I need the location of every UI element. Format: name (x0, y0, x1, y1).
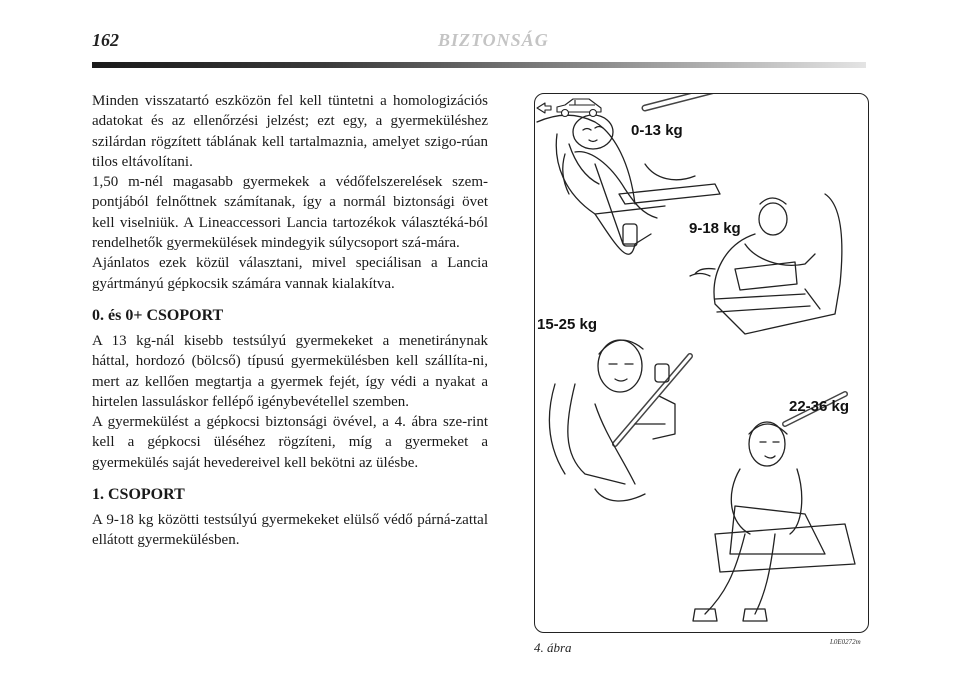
paragraph-adult-height: 1,50 m-nél magasabb gyermekek a védőfelszerelések szem-pontjából felnőttnek számítanak, így a normál biztonsági övet kell viselniük. A Lineaccessori Lancia tartozékok választéká-ból rendelhetők gyermekülések mindegyik súlycsoport szá-mára. (92, 174, 488, 252)
weight-label-group-3: 22-36 kg (789, 398, 850, 415)
weight-label-group-0: 0-13 kg (631, 122, 683, 139)
child-seat-figure (534, 93, 869, 633)
header-rule (92, 62, 866, 68)
figure-caption: 4. ábra (534, 640, 572, 655)
paragraph-homologation: Minden visszatartó eszközön fel kell tüntetni a homologizációs adatokat és az ellenőrzési jelzést; ezt egy, a gyermeküléshez szilárdan rögzített táblának kell tartalmaznia, amelyet szigo-rúan tilos eltávolítani. (92, 93, 488, 170)
page-number: 162 (92, 30, 119, 50)
heading-group-0: 0. és 0+ CSOPORT (92, 306, 224, 324)
paragraph-rear-facing: A 13 kg-nál kisebb testsúlyú gyermekeket a menetiránynak háttal, hordozó (bölcső) típusú gyermekülésben kell szállíta-ni, mert az kellően megtartja a gyermek fejét, így védi a nyakat a hirtelen lassuláskor fellépő igénybevétellel szemben. (92, 332, 488, 410)
weight-label-group-1: 9-18 kg (689, 220, 741, 237)
child-seat-illustration (535, 94, 868, 632)
paragraph-seat-fixing: A gyermekülést a gépkocsi biztonsági övével, a 4. ábra sze-rint kell a gépkocsi üléséhez rögzíteni, míg a gyermeket a gyermekülés saját hevedereivel kell bekötni az ülésbe. (92, 414, 488, 471)
weight-label-group-2: 15-25 kg (537, 316, 598, 333)
toddler-seat-drawing (690, 194, 842, 334)
heading-group-1: 1. CSOPORT (92, 486, 185, 504)
figure-code: L0E0272m (830, 638, 861, 646)
car-direction-icon (535, 94, 605, 120)
paragraph-recommendation: Ajánlatos ezek közül választani, mivel speciálisan a Lancia gyártmányú gépkocsik számára vannak kialakítva. (92, 255, 488, 292)
booster-back-drawing (549, 340, 690, 501)
text-column (92, 91, 488, 551)
paragraph-group-1: A 9-18 kg közötti testsúlyú gyermekeket elülső védő párná-zattal ellátott gyermekülésben. (92, 512, 488, 549)
section-title: BIZTONSÁG (438, 30, 549, 50)
booster-cushion-drawing (693, 394, 855, 621)
